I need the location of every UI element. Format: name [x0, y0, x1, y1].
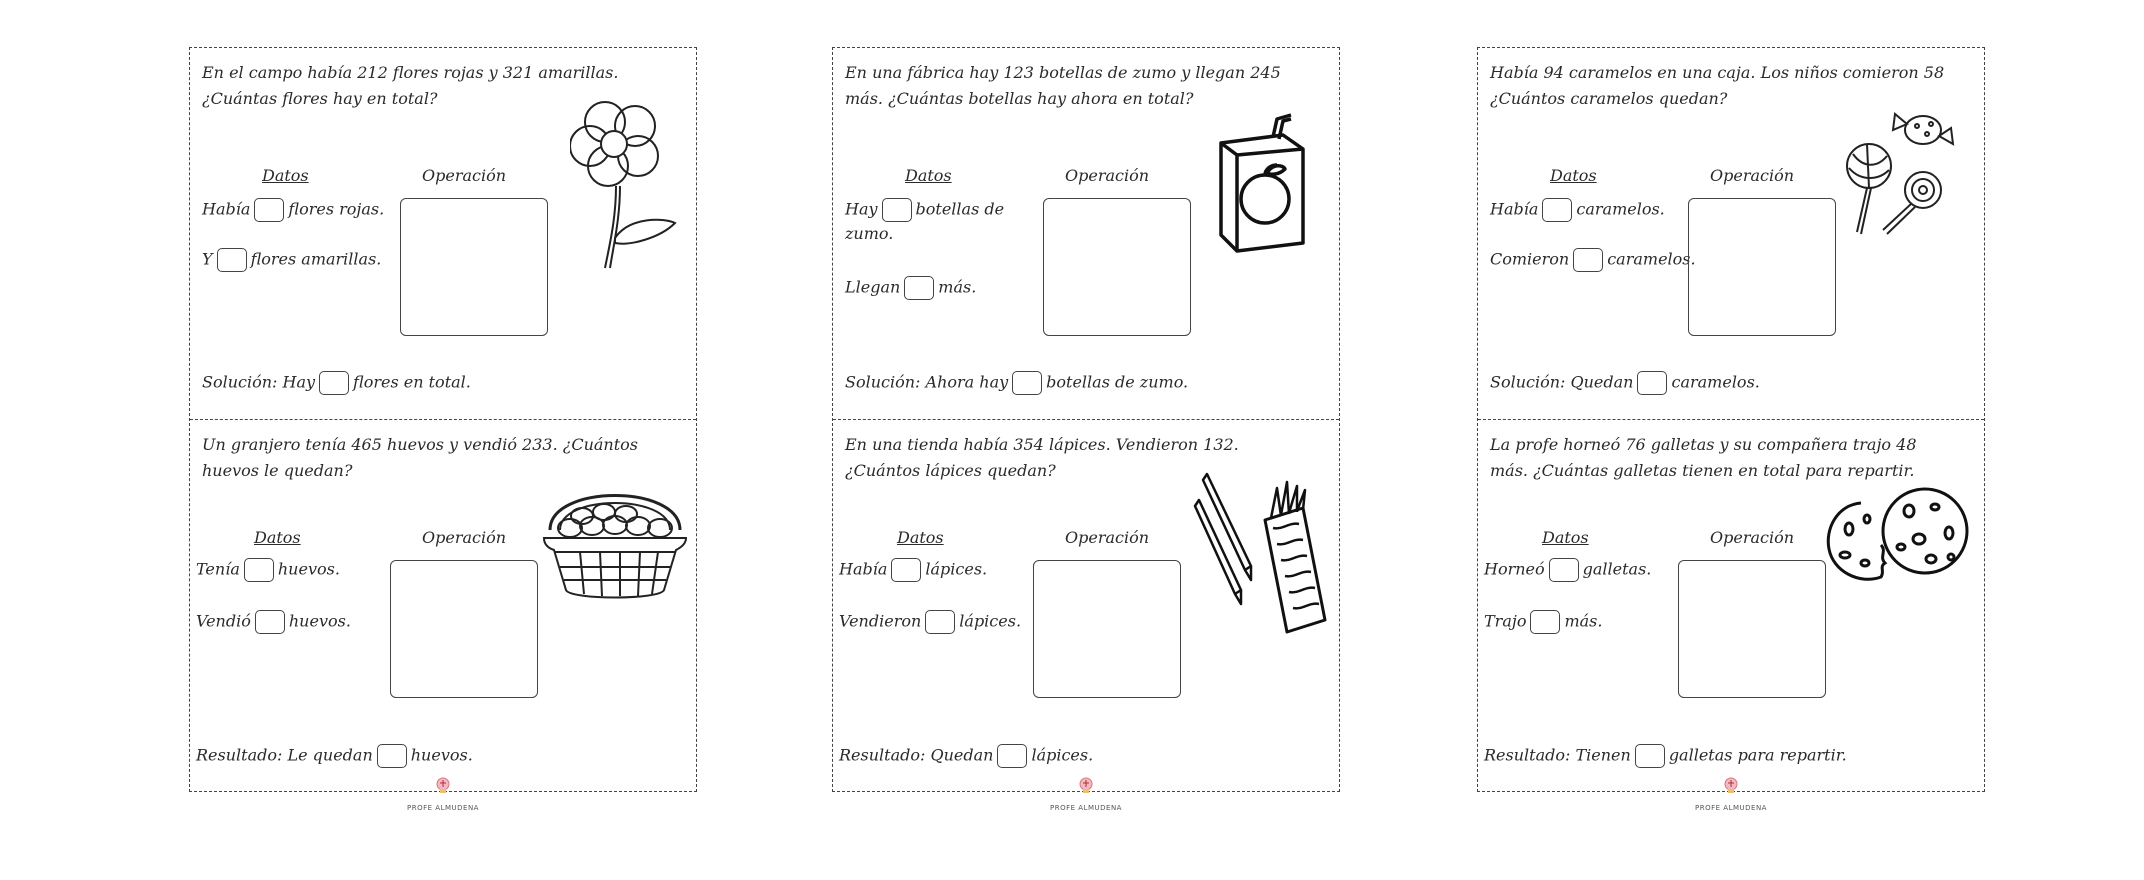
answer-blank[interactable]	[925, 610, 955, 634]
data-line-1	[202, 198, 384, 222]
solution-label: Solución: Hay	[202, 372, 316, 392]
data-line-label: flores rojas.	[288, 199, 385, 219]
data-line-label: Llegan	[845, 277, 901, 297]
data-line-2	[839, 610, 1021, 634]
problem-card-pencils	[833, 420, 1339, 812]
solution-line	[202, 371, 471, 395]
answer-blank[interactable]	[997, 744, 1027, 768]
answer-blank[interactable]	[1542, 198, 1572, 222]
data-line-label: galletas.	[1582, 559, 1652, 579]
solution-label: Resultado: Tienen	[1484, 745, 1631, 765]
solution-line	[196, 744, 473, 768]
data-line-label: Hay	[845, 199, 878, 219]
data-line-label: Trajo	[1484, 611, 1527, 631]
solution-line	[1490, 371, 1760, 395]
data-line-label: Horneó	[1484, 559, 1545, 579]
answer-blank[interactable]	[377, 744, 407, 768]
juice-box-icon	[1213, 113, 1313, 253]
answer-blank[interactable]	[904, 276, 934, 300]
data-line-2	[1490, 248, 1696, 272]
solution-line	[839, 744, 1093, 768]
operacion-heading: Operación	[1065, 528, 1150, 547]
data-line-label: Y	[202, 249, 213, 269]
solution-label: flores en total.	[353, 372, 471, 392]
answer-blank[interactable]	[1549, 558, 1579, 582]
answer-blank[interactable]	[1637, 371, 1667, 395]
answer-blank[interactable]	[254, 198, 284, 222]
data-line-2	[196, 610, 351, 634]
datos-heading: Datos	[254, 528, 301, 547]
data-line-label: Había	[202, 199, 251, 219]
lightbulb-logo-icon	[1078, 777, 1094, 795]
data-line-label: Había	[839, 559, 888, 579]
data-line-label: más.	[1564, 611, 1603, 631]
logo-text: PROFE ALMUDENA	[1695, 804, 1767, 812]
answer-blank[interactable]	[882, 198, 912, 222]
logo-text: PROFE ALMUDENA	[407, 804, 479, 812]
data-line-2	[845, 276, 976, 300]
data-line-1	[1484, 558, 1651, 582]
data-line-label: huevos.	[288, 611, 351, 631]
operacion-heading: Operación	[422, 166, 507, 185]
operation-box[interactable]	[390, 560, 538, 698]
cookies-icon	[1823, 475, 1973, 590]
problem-card-eggs	[190, 420, 696, 812]
problem-card-juice	[833, 48, 1339, 420]
solution-label: huevos.	[410, 745, 473, 765]
data-line-1-cont: zumo.	[845, 224, 894, 243]
solution-label: Resultado: Quedan	[839, 745, 994, 765]
worksheet-2	[832, 47, 1340, 812]
flower-icon	[570, 98, 680, 273]
answer-blank[interactable]	[891, 558, 921, 582]
question-text: Había 94 caramelos en una caja. Los niños comieron 58 ¿Cuántos caramelos quedan?	[1490, 63, 1945, 108]
answer-blank[interactable]	[1635, 744, 1665, 768]
egg-basket-icon	[540, 472, 690, 607]
pencils-icon	[1193, 470, 1333, 640]
operacion-heading: Operación	[1710, 166, 1795, 185]
operation-box[interactable]	[400, 198, 548, 336]
data-line-1	[845, 198, 1004, 222]
lightbulb-logo-icon	[1723, 777, 1739, 795]
answer-blank[interactable]	[1573, 248, 1603, 272]
author-logo	[1695, 777, 1767, 814]
operacion-heading: Operación	[1710, 528, 1795, 547]
datos-heading: Datos	[905, 166, 952, 185]
data-line-label: lápices.	[925, 559, 988, 579]
problem-card-cookies	[1478, 420, 1984, 812]
question-text: En una tienda había 354 lápices. Vendieron 132. ¿Cuántos lápices quedan?	[845, 435, 1239, 480]
operation-box[interactable]	[1678, 560, 1826, 698]
data-line-2	[1484, 610, 1602, 634]
data-line-label: Vendieron	[839, 611, 922, 631]
answer-blank[interactable]	[217, 248, 247, 272]
data-line-label: lápices.	[959, 611, 1022, 631]
data-line-label: flores amarillas.	[250, 249, 382, 269]
data-line-label: Vendió	[196, 611, 251, 631]
answer-blank[interactable]	[244, 558, 274, 582]
solution-label: Solución: Quedan	[1490, 372, 1634, 392]
data-line-label: Tenía	[196, 559, 240, 579]
data-line-1	[1490, 198, 1665, 222]
worksheet-1	[189, 47, 697, 812]
solution-label: caramelos.	[1671, 372, 1760, 392]
author-logo	[1050, 777, 1122, 814]
data-line-label: Comieron	[1490, 249, 1570, 269]
datos-heading: Datos	[1542, 528, 1589, 547]
solution-label: botellas de zumo.	[1046, 372, 1189, 392]
author-logo	[407, 777, 479, 814]
answer-blank[interactable]	[1012, 371, 1042, 395]
operacion-heading: Operación	[1065, 166, 1150, 185]
data-line-1	[839, 558, 987, 582]
candies-icon	[1843, 108, 1973, 243]
solution-label: Solución: Ahora hay	[845, 372, 1009, 392]
data-line-label: caramelos.	[1607, 249, 1696, 269]
lightbulb-logo-icon	[435, 777, 451, 795]
solution-label: Resultado: Le quedan	[196, 745, 373, 765]
solution-line	[1484, 744, 1847, 768]
answer-blank[interactable]	[255, 610, 285, 634]
problem-card-candies	[1478, 48, 1984, 420]
answer-blank[interactable]	[319, 371, 349, 395]
operacion-heading: Operación	[422, 528, 507, 547]
operation-box[interactable]	[1688, 198, 1836, 336]
question-text: Un granjero tenía 465 huevos y vendió 233. ¿Cuántos huevos le quedan?	[202, 435, 638, 480]
operation-box[interactable]	[1033, 560, 1181, 698]
data-line-label: botellas de	[915, 199, 1005, 219]
data-line-label: caramelos.	[1576, 199, 1665, 219]
question-text: En el campo había 212 flores rojas y 321 amarillas. ¿Cuántas flores hay en total?	[202, 63, 619, 108]
solution-label: galletas para repartir.	[1668, 745, 1847, 765]
datos-heading: Datos	[1550, 166, 1597, 185]
solution-label: lápices.	[1031, 745, 1094, 765]
data-line-2	[202, 248, 381, 272]
datos-heading: Datos	[897, 528, 944, 547]
data-line-label: Había	[1490, 199, 1539, 219]
datos-heading: Datos	[262, 166, 309, 185]
worksheet-3	[1477, 47, 1985, 812]
solution-line	[845, 371, 1188, 395]
data-line-label: huevos.	[277, 559, 340, 579]
data-line-label: más.	[938, 277, 977, 297]
question-text: En una fábrica hay 123 botellas de zumo y llegan 245 más. ¿Cuántas botellas hay ahora en total?	[845, 63, 1281, 108]
answer-blank[interactable]	[1530, 610, 1560, 634]
question-text: La profe horneó 76 galletas y su compañera trajo 48 más. ¿Cuántas galletas tienen en total para repartir.	[1490, 435, 1917, 480]
problem-card-flowers	[190, 48, 696, 420]
logo-text: PROFE ALMUDENA	[1050, 804, 1122, 812]
data-line-1	[196, 558, 340, 582]
operation-box[interactable]	[1043, 198, 1191, 336]
